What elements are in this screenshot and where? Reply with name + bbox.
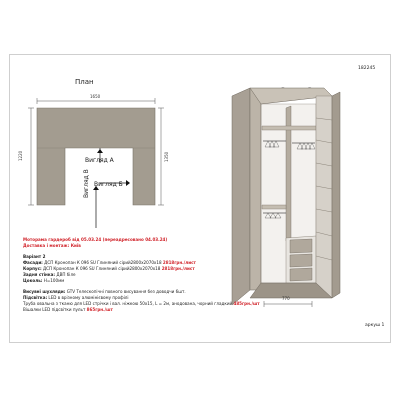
spec-back: Задня стінка: ДВП біле	[23, 271, 76, 277]
page-label: аркуш 1	[365, 323, 385, 328]
spec-led: Вішалки LED підсвітки пульт 865грн./шт	[23, 306, 113, 312]
plan-dim-right: 1350	[164, 151, 169, 162]
view-b-label: Вигляд Б	[94, 181, 123, 188]
view-c-label: Вигляд В	[83, 169, 90, 198]
spec-rail: Труба овальна з тканю для LED стрічки і вал. ніжкою 50x15, L = 2м, анодована, чорний гладкий 485грн./шт	[23, 300, 260, 306]
spec-title: Моторама гардероб від 05.03.24 (переадресовано 04.03.24)	[23, 237, 168, 242]
plan-title: План	[75, 78, 94, 86]
plan-dim-left: 1220	[18, 150, 23, 161]
spec-facades: Фасади: ДСП Кронопан К 096 SU Глиняний сірий2800x2070x18 2818грн./лист	[23, 259, 196, 265]
spec-drawers: Висувні шухляди: GTV Телескопічні повного висування без доводчи 6шт.	[23, 288, 186, 294]
spec-variant: Варіант 2	[23, 253, 46, 259]
view-a-label: Вигляд А	[85, 157, 114, 164]
specification-block	[23, 237, 353, 313]
spec-lighting: Підсвітка: LED в врізному алюмінієвому профілі	[23, 294, 129, 300]
spec-body: Корпус: ДСП Кронопан К 096 SU Глиняний сірий2800x2070x18 2818грн./лист	[23, 265, 195, 271]
plan-dim-top: 1650	[90, 94, 101, 99]
spec-delivery: Доставка і монтаж: Київ	[23, 243, 81, 249]
view-dim-bottom: 770	[282, 296, 290, 301]
spec-plinth: Цоколь: Н=100мм	[23, 278, 65, 284]
order-number: 182245	[358, 66, 376, 71]
